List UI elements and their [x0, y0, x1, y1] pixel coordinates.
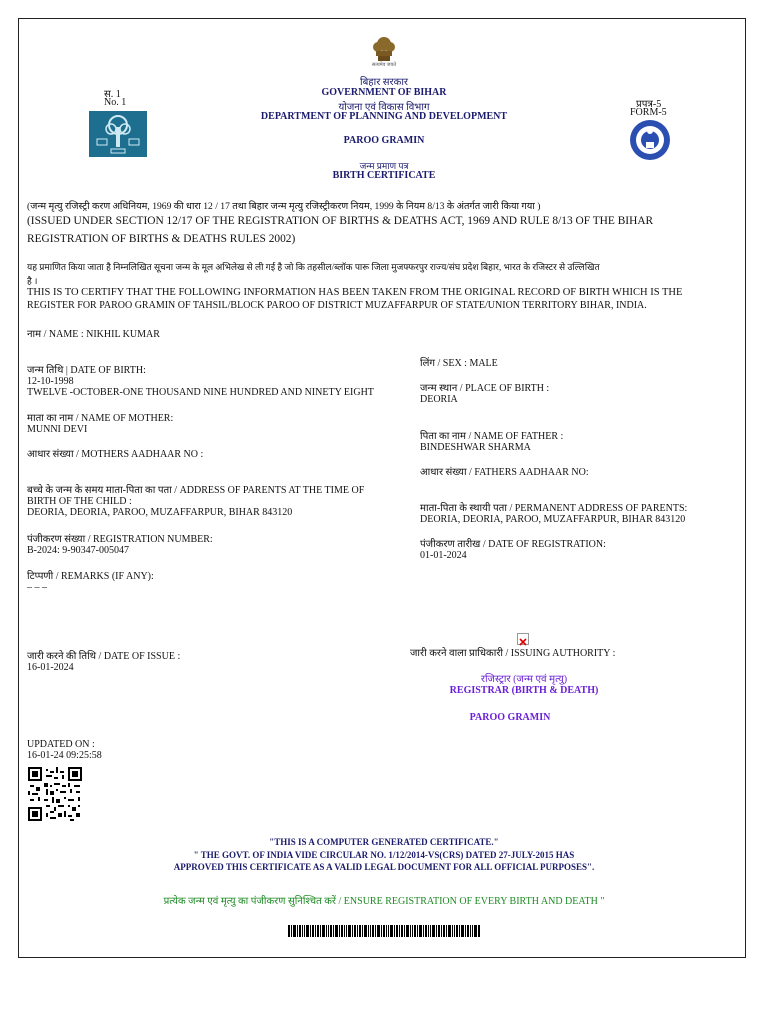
registrar-place: PAROO GRAMIN: [469, 712, 551, 723]
footer-line-2: " THE GOVT. OF INDIA VIDE CIRCULAR NO. 1/12/2014-VS(CRS) DATED 27-JULY-2015 HAS: [193, 850, 575, 860]
father-name: [420, 431, 563, 453]
footer-line-1: "THIS IS A COMPUTER GENERATED CERTIFICATE.": [269, 837, 499, 847]
issued-under-en-2: REGISTRATION OF BIRTHS & DEATHS RULES 2002): [27, 233, 296, 245]
place-of-birth: [420, 383, 549, 405]
father-value: BINDESHWAR SHARMA: [420, 442, 531, 453]
broken-image-icon: [517, 633, 529, 645]
sex-field: लिंग / SEX : MALE: [420, 358, 498, 369]
form-number-hi: प्रपत्र-5: [636, 99, 662, 110]
registration-number-value: B-2024: 9-90347-005047: [27, 545, 129, 556]
date-of-issue-label: जारी करने की तिथि / DATE OF ISSUE :: [27, 651, 181, 662]
date-of-registration-label: पंजीकरण तारीख / DATE OF REGISTRATION:: [420, 539, 606, 550]
registration-slogan: प्रत्येक जन्म एवं मृत्यु का पंजीकरण सुनिश्चित करें / ENSURE REGISTRATION OF EVERY BIRTH AND DEATH ": [163, 896, 605, 907]
footer-line-3: APPROVED THIS CERTIFICATE AS A VALID LEGAL DOCUMENT FOR ALL OFFICIAL PURPOSES".: [173, 862, 595, 872]
form-number-en: FORM-5: [630, 107, 667, 118]
father-label: पिता का नाम / NAME OF FATHER :: [420, 431, 564, 442]
crs-logo-icon: [624, 118, 676, 162]
certify-text-en-1: THIS IS TO CERTIFY THAT THE FOLLOWING INFORMATION HAS BEEN TAKEN FROM THE ORIGINAL RECORD OF BIRTH WHICH IS THE: [27, 287, 683, 298]
remarks-value: – – –: [27, 582, 47, 593]
address-at-birth-value: DEORIA, DEORIA, PAROO, MUZAFFARPUR, BIHAR 843120: [27, 507, 293, 518]
emblem-caption: सत्यमेव जयते: [371, 63, 397, 68]
remarks-label: टिप्पणी / REMARKS (IF ANY):: [27, 571, 154, 582]
registrar-title-hi: रजिस्ट्रार (जन्म एवं मृत्यु): [480, 674, 568, 685]
pob-value: DEORIA: [420, 394, 458, 405]
mother-aadhaar: आधार संख्या / MOTHERS AADHAAR NO :: [27, 449, 204, 460]
permanent-address-label: माता-पिता के स्थायी पता / PERMANENT ADDRESS OF PARENTS:: [420, 503, 688, 514]
dob-words: TWELVE -OCTOBER-ONE THOUSAND NINE HUNDRED AND NINETY EIGHT: [27, 387, 374, 398]
date-of-birth: [27, 365, 374, 398]
permanent-address-value: DEORIA, DEORIA, PAROO, MUZAFFARPUR, BIHAR 843120: [420, 514, 686, 525]
mother-name: [27, 413, 173, 435]
state-name-en: GOVERNMENT OF BIHAR: [321, 87, 447, 98]
remarks: [27, 571, 154, 593]
certify-text-en-2: REGISTER FOR PAROO GRAMIN OF TAHSIL/BLOCK PAROO OF DISTRICT MUZAFFARPUR OF STATE/UNION TERRITORY BIHAR, INDIA.: [27, 300, 647, 311]
updated-on: [27, 739, 102, 761]
registration-number-label: पंजीकरण संख्या / REGISTRATION NUMBER:: [27, 534, 213, 545]
department-name-hi: योजना एवं विकास विभाग: [338, 102, 430, 113]
registrar-title-en: REGISTRAR (BIRTH & DEATH): [449, 685, 599, 696]
date-of-issue: [27, 651, 180, 673]
date-of-registration: [420, 539, 606, 561]
qr-code-icon: [28, 767, 82, 821]
serial-number-en: No. 1: [104, 97, 127, 108]
issuing-authority-label: जारी करने वाला प्राधिकारी / ISSUING AUTHORITY :: [410, 648, 616, 659]
dob-label: जन्म तिथि | DATE OF BIRTH:: [27, 365, 146, 376]
issued-under-hi: (जन्म मृत्यु रजिस्ट्री करण अधिनियम, 1969 की धारा 12 / 17 तथा बिहार जन्म मृत्यु रजिस्ट्रीकरण नियम, 1999 के नियम 8/13 के अंतर्गत जारी किया गया ): [27, 201, 541, 212]
certificate-title-en: BIRTH CERTIFICATE: [332, 170, 436, 181]
block-name: PAROO GRAMIN: [343, 135, 425, 146]
updated-on-value: 16-01-24 09:25:58: [27, 750, 102, 761]
issued-under-en-1: (ISSUED UNDER SECTION 12/17 OF THE REGISTRATION OF BIRTHS & DEATHS ACT, 1969 AND RULE 8/13 OF THE BIHAR: [27, 215, 654, 227]
dob-value: 12-10-1998: [27, 376, 74, 387]
pob-label: जन्म स्थान / PLACE OF BIRTH :: [420, 383, 550, 394]
father-aadhaar: आधार संख्या / FATHERS AADHAAR NO:: [420, 467, 589, 478]
address-at-birth-label-2: BIRTH OF THE CHILD :: [27, 496, 132, 507]
address-at-birth: [27, 485, 364, 518]
certify-text-hi-1: यह प्रमाणित किया जाता है निम्नलिखित सूचना जन्म के मूल अभिलेख से ली गई है जो कि तहसील/ब्लॉक पारू जिला मुजफ्फरपुर राज्य/संघ प्रदेश बिहार, भारत के रजिस्टर से उल्लिखित: [27, 262, 600, 272]
name-field: नाम / NAME : NIKHIL KUMAR: [27, 329, 160, 340]
address-at-birth-label-1: बच्चे के जन्म के समय माता-पिता का पता / ADDRESS OF PARENTS AT THE TIME OF: [27, 485, 365, 496]
barcode-icon: [288, 924, 480, 936]
bihar-tree-logo-icon: [89, 111, 147, 157]
date-of-registration-value: 01-01-2024: [420, 550, 467, 561]
registration-number: [27, 534, 213, 556]
department-name-en: DEPARTMENT OF PLANNING AND DEVELOPMENT: [260, 111, 508, 122]
permanent-address: [420, 503, 687, 525]
national-emblem-icon: [366, 30, 402, 66]
date-of-issue-value: 16-01-2024: [27, 662, 74, 673]
certificate-title-hi: जन्म प्रमाण पत्र: [359, 161, 409, 171]
updated-on-label: UPDATED ON :: [27, 739, 95, 750]
mother-label: माता का नाम / NAME OF MOTHER:: [27, 413, 174, 424]
certify-text-hi-2: है ।: [27, 276, 38, 286]
state-name-hi: बिहार सरकार: [360, 77, 408, 88]
mother-value: MUNNI DEVI: [27, 424, 88, 435]
serial-number-hi: स. 1: [104, 89, 121, 100]
